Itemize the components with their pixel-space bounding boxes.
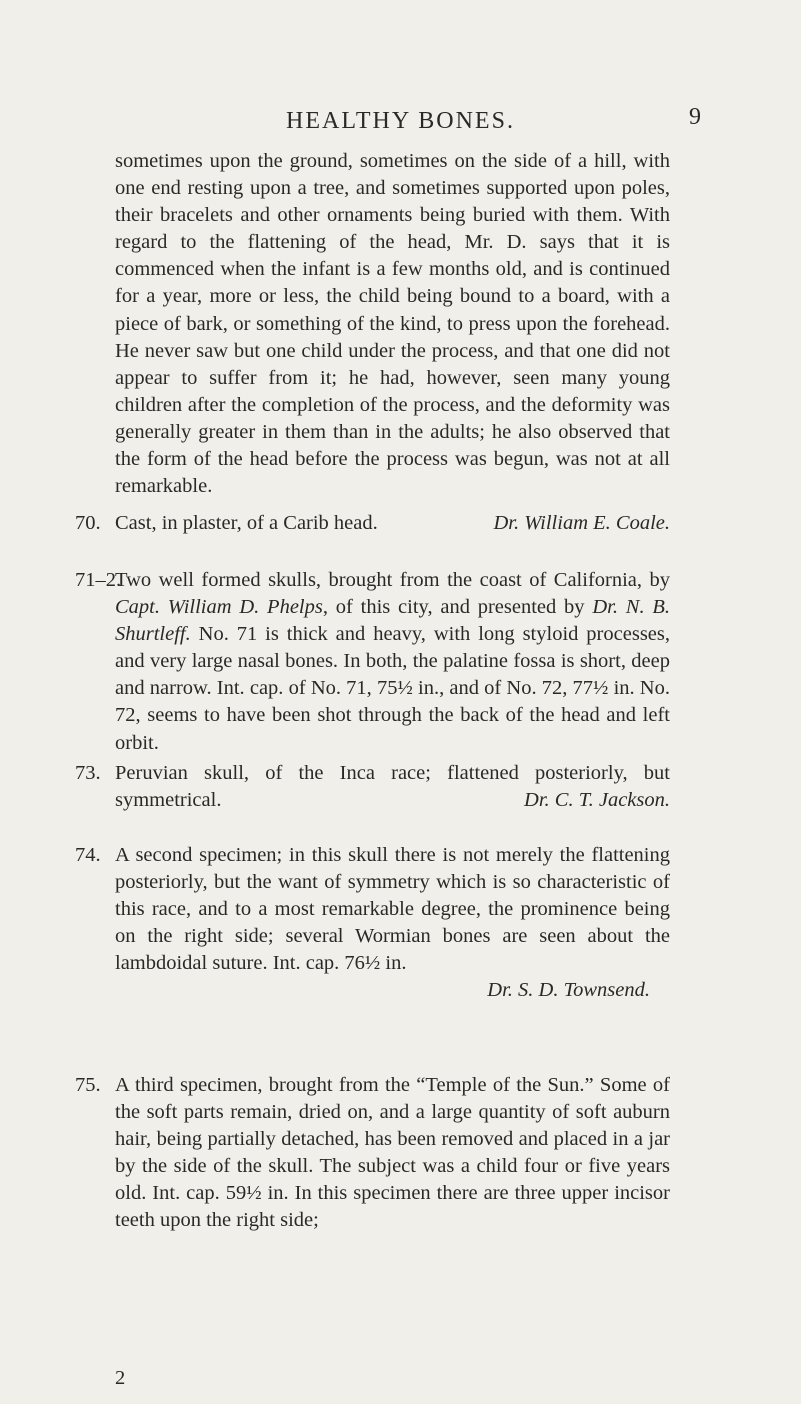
entry-description-part-c: No. 71 is thick and heavy, with long styloid processes, and very large nasal bones. In both, the palatine fossa is short, deep and narrow. Int. cap. of No. 71, 75½ in., and of No. 72, 77½ in. No. 72, seems to have been shot through the back of the head and left orbit. <box>115 623 670 754</box>
entry-description: Peruvian skull, of the Inca race; flattened posteriorly, but symmetrical. <box>115 762 670 812</box>
entry-number: 73. <box>75 762 101 784</box>
entry-number: 70. <box>75 512 101 534</box>
entry-text: A third specimen, brought from the “Temple of the Sun.” Some of the soft parts remain, dried on, and a large quantity of soft auburn hair, being partially detached, has been removed and placed in a jar by the side of the skull. The subject was a child four or five years old. Int. cap. 59½ in. In this specimen there are three upper incisor teeth upon the right side; <box>115 1074 670 1232</box>
entry-text <box>115 567 670 757</box>
entry-number: 75. <box>75 1074 101 1096</box>
entry-presenter: Dr. N. B. Shurtleff. <box>115 596 671 646</box>
entry-collector: Capt. William D. Phelps <box>115 596 323 619</box>
entry-text <box>115 510 670 537</box>
catalog-entry-70 <box>75 510 670 537</box>
entry-text <box>115 760 670 814</box>
catalog-entry-73 <box>75 760 670 814</box>
entry-donor: Dr. William E. Coale. <box>493 512 670 534</box>
entry-text <box>115 842 670 1005</box>
entry-donor: Dr. S. D. Townsend. <box>487 979 650 1002</box>
entry-description: A second specimen; in this skull there is not merely the flattening posteriorly, but the want of symmetry which is so characteristic of this race, and to a most remarkable degree, the prominence being on the right side; several Wormian bones are seen about the lambdoidal suture. Int. cap. 76½ in. <box>115 844 670 975</box>
catalog-entry-71-72 <box>75 567 670 757</box>
running-title: HEALTHY BONES. <box>286 108 515 134</box>
entry-number: 74. <box>75 844 101 866</box>
catalog-entry-74 <box>75 842 670 1005</box>
catalog-entry-75 <box>75 1072 670 1235</box>
intro-paragraph: sometimes upon the ground, sometimes on the side of a hill, with one end resting upon a tree, and sometimes supported upon poles, their bracelets and other ornaments being buried with them. With regard to the flattening of the head, Mr. D. says that it is commenced when the infant is a few months old, and is continued for a year, more or less, the child being bound to a board, with a piece of bark, or something of the kind, to press upon the forehead. He never saw but one child under the process, and that one did not appear to suffer from it; he had, however, seen many young children after the completion of the process, and the deformity was generally greater in them than in the adults; he also observed that the form of the head before the process was begun, was not at all remarkable. <box>115 150 670 498</box>
signature-mark: 2 <box>115 1367 126 1389</box>
running-head <box>0 104 801 144</box>
entry-number: 71–2. <box>75 569 122 591</box>
page-number: 9 <box>689 104 701 130</box>
entry-description-part-b: , of this city, and presented by <box>322 596 593 619</box>
entry-donor: Dr. C. T. Jackson. <box>524 789 670 812</box>
entry-description: Cast, in plaster, of a Carib head. <box>115 512 378 534</box>
entry-description-part-a: Two well formed skulls, brought from the coast of California, by <box>115 569 670 591</box>
